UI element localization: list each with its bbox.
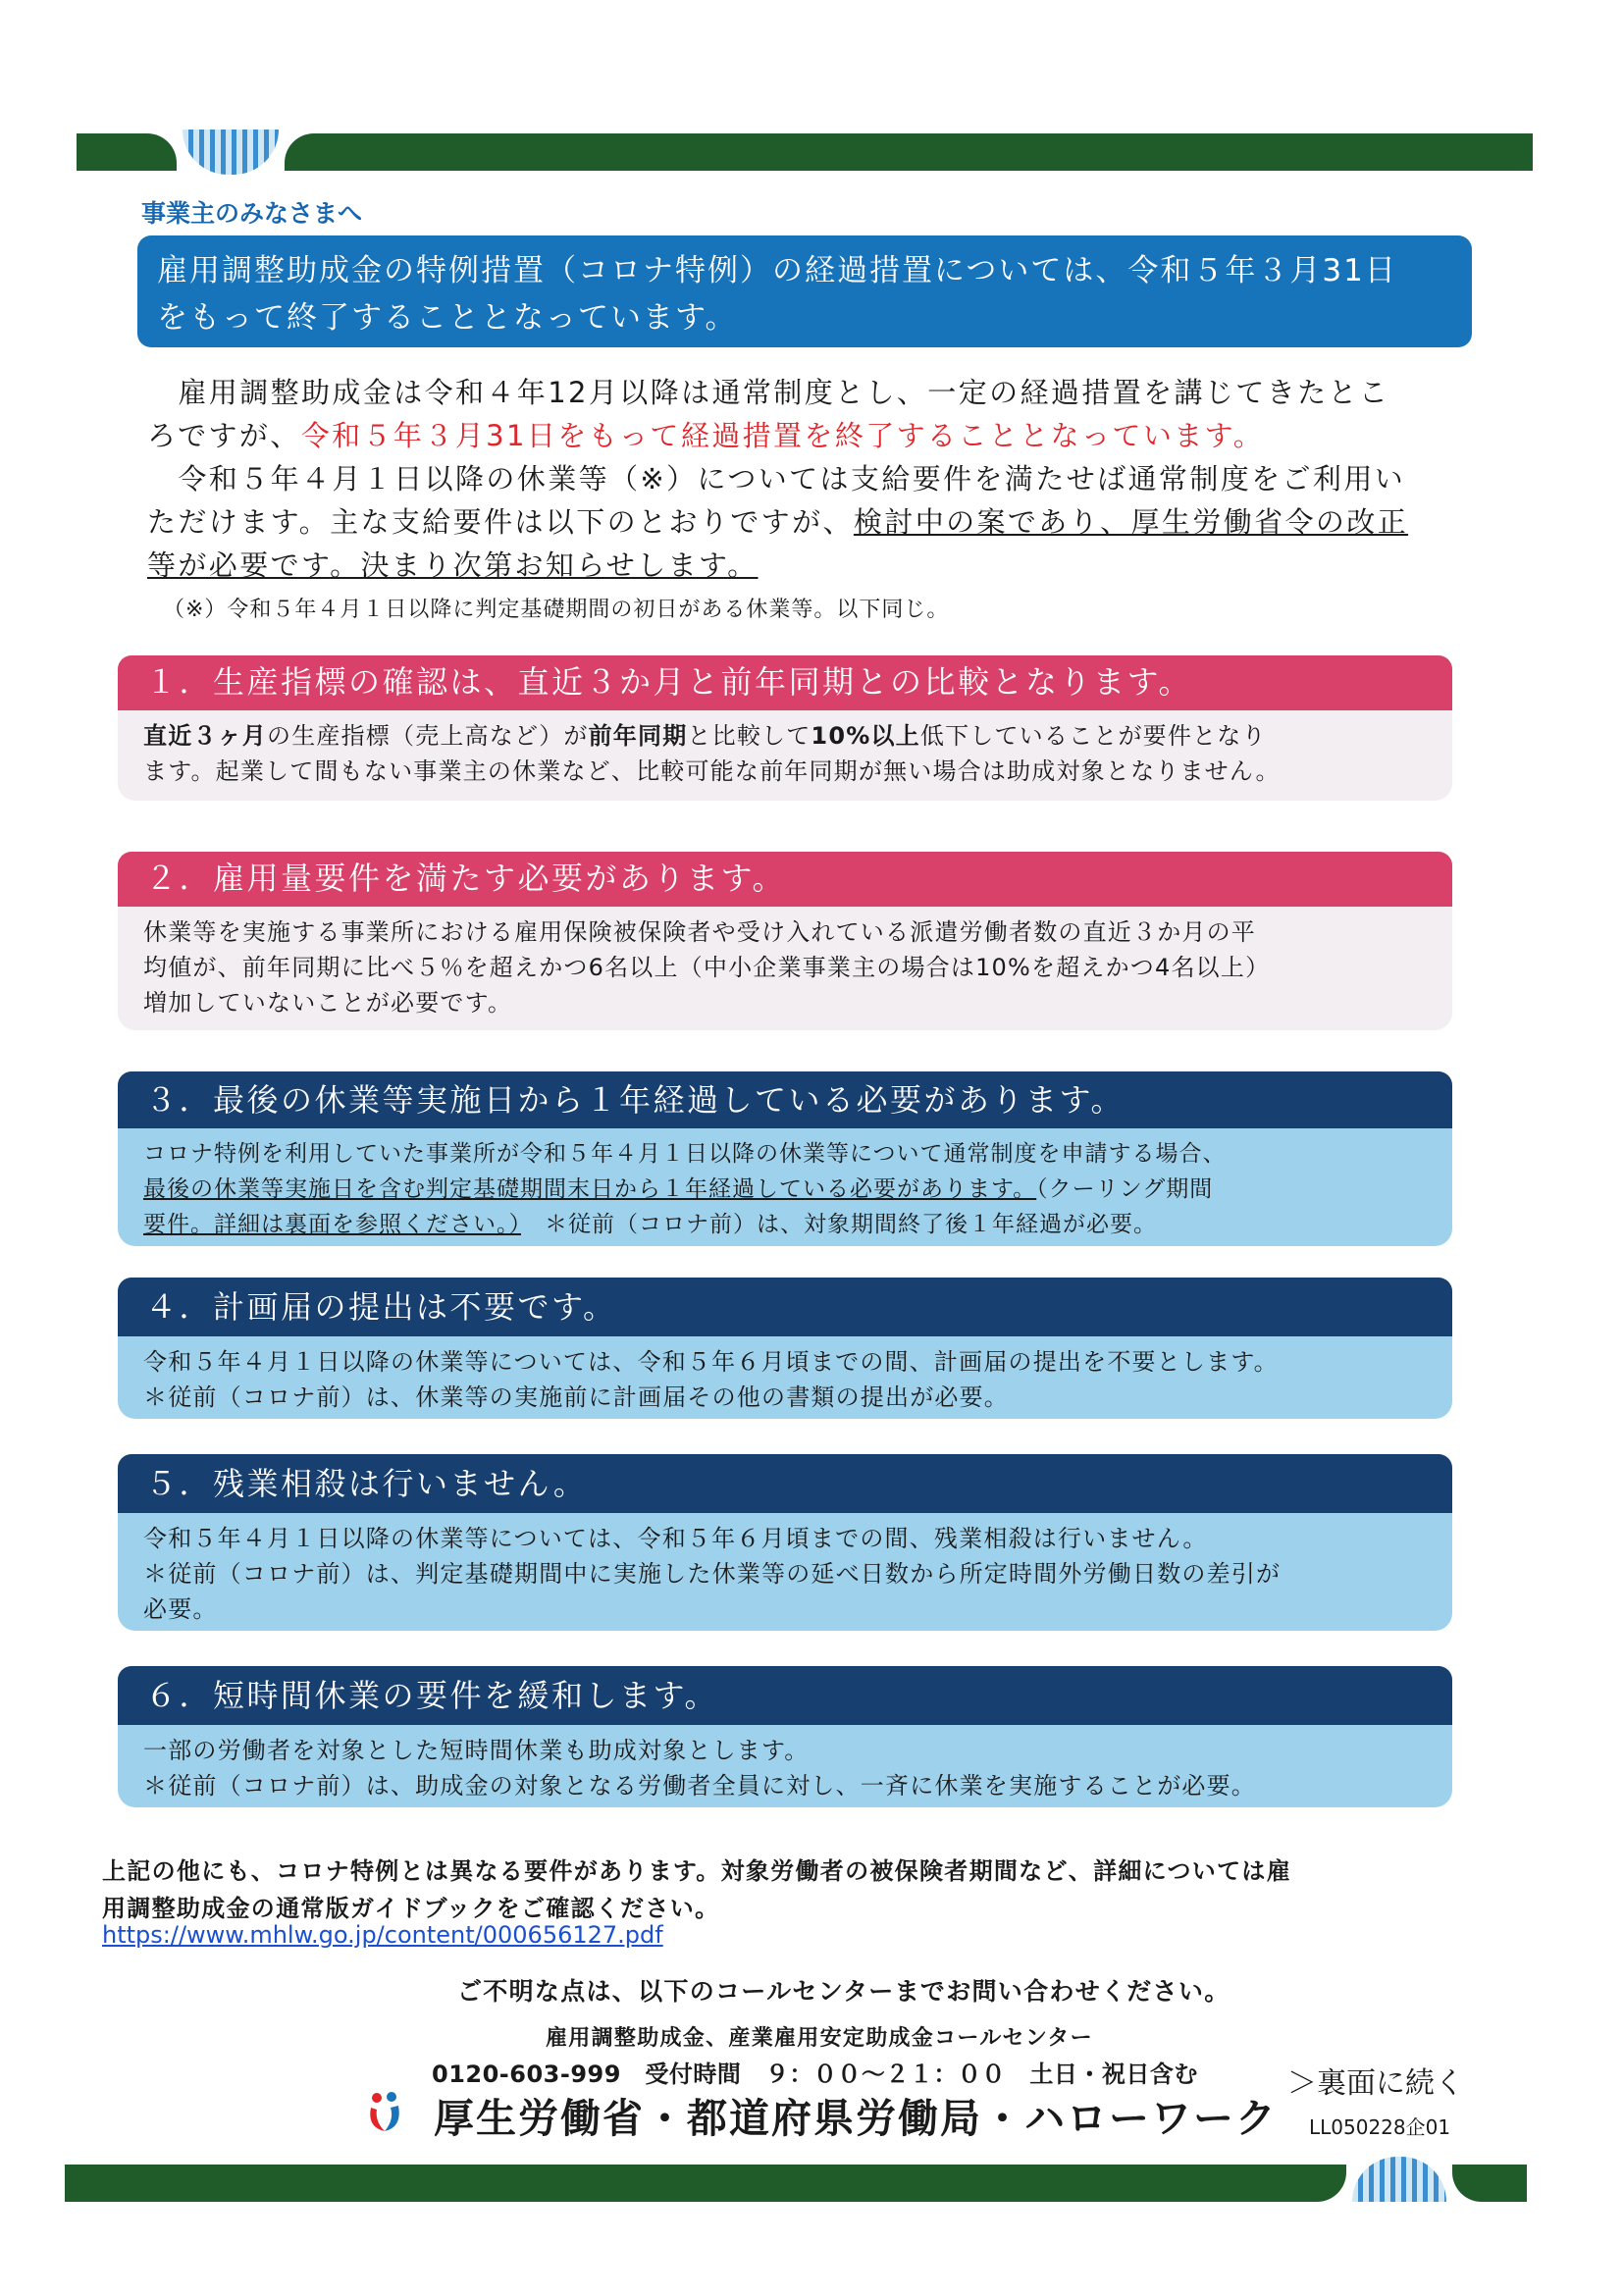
intro-text: 雇用調整助成金は令和４年12月以降は通常制度とし、一定の経過措置を講じてきたとこ <box>147 376 1390 409</box>
section-6 <box>118 1666 1452 1807</box>
body-text: 休業等を実施する事業所における雇用保険被保険者や受け入れている派遣労働者数の直近３か月の平 <box>143 918 1256 946</box>
footer-text: 用調整助成金の通常版ガイドブックをご確認ください。 <box>102 1895 720 1922</box>
call-center-name: 雇用調整助成金、産業雇用安定助成金コールセンター <box>546 2026 1093 2051</box>
section-3-title: ３．最後の休業等実施日から１年経過している必要があります。 <box>118 1071 1452 1128</box>
body-text: 均値が、前年同期に比べ５％を超えかつ6名以上（中小企業事業主の場合は10%を超えかつ4名以上） <box>143 954 1271 981</box>
body-text: ＊従前（コロナ前）は、休業等の実施前に計画届その他の書類の提出が必要。 <box>143 1383 1009 1411</box>
body-text: 低下していることが要件となり <box>919 722 1267 750</box>
intro-paragraph <box>147 371 1482 587</box>
body-text: ＊従前（コロナ前）は、助成金の対象となる労働者全員に対し、一斉に休業を実施することが必要。 <box>143 1772 1256 1800</box>
section-6-body <box>118 1725 1452 1807</box>
intro-text: ただけます。主な支給要件は以下のとおりですが、 <box>147 505 854 539</box>
underlined-text: 最後の休業等実施日を含む判定基礎期間末日から１年経過している必要があります。 <box>143 1176 1037 1202</box>
section-2 <box>118 852 1452 1030</box>
top-stripe-ornament <box>183 130 279 175</box>
section-2-title: ２．雇用量要件を満たす必要があります。 <box>118 852 1452 907</box>
intro-underlined-text: 等が必要です。決まり次第お知らせします。 <box>147 548 759 582</box>
section-3-body <box>118 1128 1452 1246</box>
intro-text: 令和５年４月１日以降の休業等（※）については支給要件を満たせば通常制度をご利用い <box>147 462 1406 496</box>
underlined-text: 要件。詳細は裏面を参照ください。） <box>143 1212 521 1237</box>
section-5-title: ５．残業相殺は行いません。 <box>118 1454 1452 1513</box>
lead-text: 事業主のみなさまへ <box>141 199 363 228</box>
footer-text: 上記の他にも、コロナ特例とは異なる要件があります。対象労働者の被保険者期間など、詳細については雇 <box>102 1857 1291 1885</box>
body-text: 令和５年４月１日以降の休業等については、令和５年６月頃までの間、残業相殺は行いません。 <box>143 1525 1208 1552</box>
ministry-logo-icon <box>365 2088 404 2135</box>
ministry-name: 厚生労働省・都道府県労働局・ハローワーク <box>434 2095 1278 2142</box>
body-text: ＊従前（コロナ前）は、判定基礎期間中に実施した休業等の延べ日数から所定時間外労働日数の差引が <box>143 1560 1282 1588</box>
banner-line-1: 雇用調整助成金の特例措置（コロナ特例）の経過措置については、令和５年３月31日 <box>157 253 1397 288</box>
body-text: ます。起業して間もない事業主の休業など、比較可能な前年同期が無い場合は助成対象となりません。 <box>143 757 1281 785</box>
intro-text: ろですが、 <box>147 419 301 452</box>
top-bar-left <box>77 133 177 171</box>
body-text: 増加していないことが必要です。 <box>143 989 513 1017</box>
section-4 <box>118 1278 1452 1419</box>
section-2-body <box>118 907 1452 1030</box>
guidebook-link[interactable]: https://www.mhlw.go.jp/content/000656127.pdf <box>102 1921 663 1949</box>
bottom-stripe-ornament <box>1352 2157 1446 2202</box>
body-text: 一部の労働者を対象とした短時間休業も助成対象とします。 <box>143 1737 810 1764</box>
body-text: の生産指標（売上高など）が <box>267 722 589 750</box>
document-code: LL050228企01 <box>1309 2115 1451 2139</box>
emphasis-text: 10%以上 <box>811 722 920 750</box>
section-5-body <box>118 1513 1452 1631</box>
intro-underlined-text: 検討中の案であり、厚生労働省令の改正 <box>853 505 1409 539</box>
section-5 <box>118 1454 1452 1631</box>
intro-red-text: 令和５年３月31日をもって経過措置を終了することとなっています。 <box>300 419 1265 452</box>
body-text: 令和５年４月１日以降の休業等については、令和５年６月頃までの間、計画届の提出を不要とします。 <box>143 1348 1279 1376</box>
section-6-title: ６．短時間休業の要件を緩和します。 <box>118 1666 1452 1725</box>
contact-message: ご不明な点は、以下のコールセンターまでお問い合わせください。 <box>457 1977 1230 2006</box>
notice-banner <box>137 235 1472 347</box>
section-1 <box>118 655 1452 801</box>
top-bar-right <box>285 133 1533 171</box>
banner-line-2: をもって終了することとなっています。 <box>157 300 738 336</box>
emphasis-text: 直近３ヶ月 <box>143 722 267 750</box>
section-4-body <box>118 1336 1452 1419</box>
bottom-bar-left <box>65 2165 1346 2202</box>
bottom-bar-right <box>1452 2165 1527 2202</box>
section-1-body <box>118 710 1452 801</box>
section-3 <box>118 1071 1452 1246</box>
body-text: と比較して <box>687 722 812 750</box>
section-4-title: ４．計画届の提出は不要です。 <box>118 1278 1452 1336</box>
section-1-title: １．生産指標の確認は、直近３か月と前年同期との比較となります。 <box>118 655 1452 710</box>
ministry-logo <box>365 2088 404 2135</box>
phone-hours: 0120-603-999 受付時間 ９：００～２１：００ 土日・祝日含む <box>432 2061 1198 2088</box>
emphasis-text: 前年同期 <box>588 722 688 750</box>
footnote: （※）令和５年４月１日以降に判定基礎期間の初日がある休業等。以下同じ。 <box>163 598 950 622</box>
continue-note: ＞裏面に続く <box>1287 2066 1464 2101</box>
body-text: （クーリング期間 <box>1036 1176 1214 1202</box>
body-text: ＊従前（コロナ前）は、対象期間終了後１年経過が必要。 <box>521 1212 1157 1237</box>
other-requirements <box>102 1852 1291 1927</box>
body-text: 必要。 <box>143 1595 218 1623</box>
body-text: コロナ特例を利用していた事業所が令和５年４月１日以降の休業等について通常制度を申請する場合、 <box>143 1141 1227 1167</box>
